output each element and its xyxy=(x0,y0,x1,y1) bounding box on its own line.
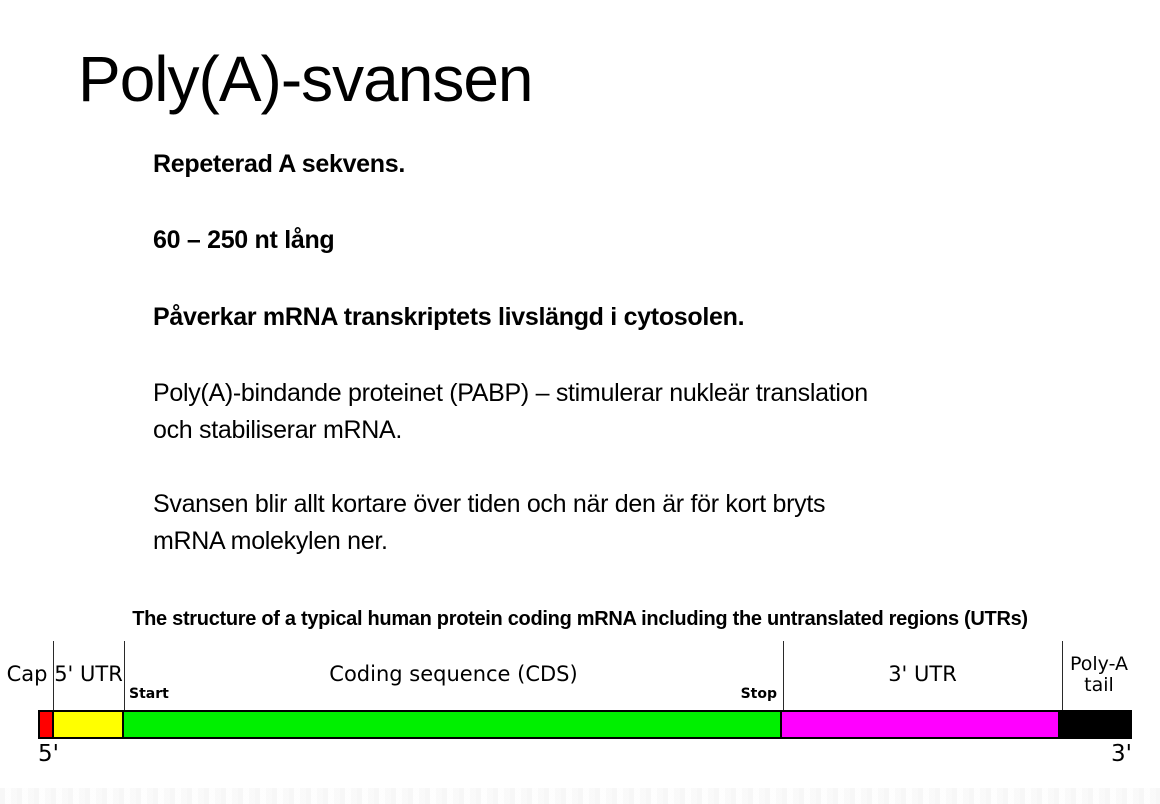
polya-tail-label xyxy=(1062,654,1136,696)
segment-three-utr xyxy=(782,712,1060,737)
segment-five-utr xyxy=(54,712,124,737)
segment-polya-tail xyxy=(1060,712,1130,737)
bottom-artifact-band xyxy=(0,788,1160,804)
text-line: Påverkar mRNA transkriptets livslängd i cytosolen. xyxy=(153,303,745,331)
five-utr-label: 5' UTR xyxy=(54,662,123,686)
start-codon-marker: Start xyxy=(129,686,169,702)
text-line: och stabiliserar mRNA. xyxy=(153,416,403,444)
text-line: mRNA molekylen ner. xyxy=(153,527,388,555)
stop-codon-marker: Stop xyxy=(740,686,777,702)
segment-cds xyxy=(124,712,782,737)
slide-title: Poly(A)-svansen xyxy=(78,43,533,115)
text-line: Poly(A)-bindande proteinet (PABP) – stimulerar nukleär translation xyxy=(153,379,868,407)
polya-tail-label-line2: tail xyxy=(1084,674,1114,696)
text-line: 60 – 250 nt lång xyxy=(153,226,335,254)
five-prime-end-label: 5' xyxy=(38,741,59,767)
three-prime-end-label: 3' xyxy=(1111,741,1132,767)
polya-tail-label-line1: Poly-A xyxy=(1069,653,1129,675)
figure-caption: The structure of a typical human protein coding mRNA including the untranslated regions (UTRs) xyxy=(132,608,1028,630)
mrna-bar xyxy=(38,710,1132,739)
text-line: Repeterad A sekvens. xyxy=(153,150,405,178)
segment-cap xyxy=(40,712,54,737)
three-utr-label: 3' UTR xyxy=(888,662,957,686)
text-line: Svansen blir allt kortare över tiden och när den är för kort bryts xyxy=(153,490,826,518)
cap-label: Cap xyxy=(6,662,48,686)
cds-label: Coding sequence (CDS) xyxy=(329,662,578,686)
